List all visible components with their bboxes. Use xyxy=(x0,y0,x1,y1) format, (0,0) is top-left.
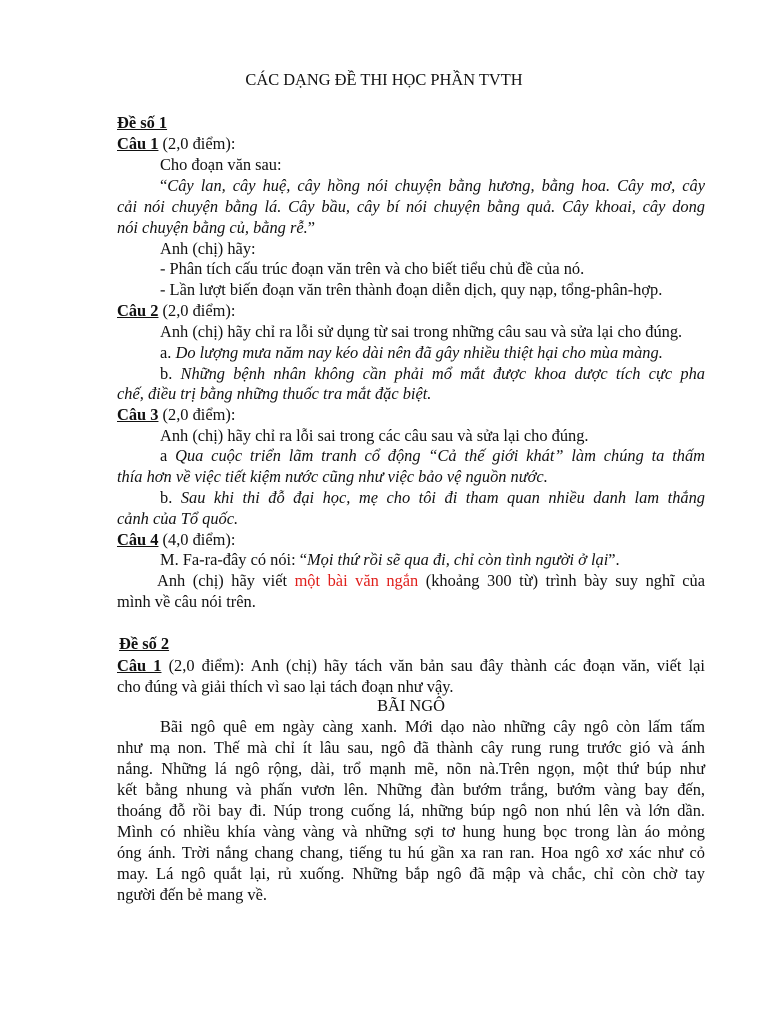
de1-cau3-ask: Anh (chị) hãy chỉ ra lỗi sai trong các câu sau và sửa lại cho đúng. xyxy=(160,426,589,445)
de1-cau3-a-line2: thía hơn về việc tiết kiệm nước cũng như việc bảo vệ nguồn nước. xyxy=(117,467,548,486)
de1-cau1-quote-line3 xyxy=(117,218,705,239)
de2-cau1-label: Câu 1 xyxy=(117,656,162,675)
quote-text: Cây lan, cây huệ, cây hồng nói chuyện bằng hương, bằng hoa. Cây mơ, cây xyxy=(167,176,705,195)
passage-title: BÃI NGÔ xyxy=(377,696,445,715)
quote-prefix: M. Fa-ra-đây có nói: “ xyxy=(160,550,308,569)
de1-cau1-intro: Cho đoạn văn sau: xyxy=(160,155,282,174)
passage-line: Mình có nhiều khía vàng vàng và những sợi tơ hung hung bọc trong làn áo mỏng xyxy=(117,822,705,841)
passage-line: người đến bẻ mang về. xyxy=(117,885,268,904)
quote-open-mark: “ xyxy=(160,176,168,195)
de1-heading: Đề số 1 xyxy=(117,113,168,132)
passage-line: như mạ non. Thế mà chỉ ít lâu sau, ngô đã thành cây rung rung trước gió và ánh xyxy=(117,738,705,757)
task-text: Anh (chị) hãy viết xyxy=(157,571,295,590)
quote-text: nói chuyện bằng củ, bằng rễ. xyxy=(117,218,308,237)
item-prefix: a. xyxy=(160,343,176,362)
de1-cau3-label: Câu 3 xyxy=(117,405,159,424)
de1-cau2-points: (2,0 điểm): xyxy=(158,301,236,320)
de1-cau1-task2: - Lần lượt biến đoạn văn trên thành đoạn diễn dịch, quy nạp, tổng-phân-hợp. xyxy=(160,280,663,299)
de1-cau2-label: Câu 2 xyxy=(117,301,159,320)
quote-close-mark: ” xyxy=(307,218,316,237)
de1-cau1-points: (2,0 điểm): xyxy=(158,134,236,153)
de2-cau1-text: (2,0 điểm): Anh (chị) hãy tách văn bản sau đây thành các đoạn văn, viết lại xyxy=(161,656,705,675)
de1-cau1-label: Câu 1 xyxy=(117,134,159,153)
de1-cau4-task-line2: mình về câu nói trên. xyxy=(117,592,256,611)
de1-cau3-header xyxy=(117,405,705,426)
passage-line: thoáng đỗ rồi bay đi. Núp trong cuống lá, những búp ngô non nhú lên và lớn dần. xyxy=(117,801,705,820)
de1-cau2-a xyxy=(160,343,705,364)
de1-cau4-task-line1 xyxy=(157,571,705,592)
de2-cau1-line2: cho đúng và giải thích vì sao lại tách đoạn như vậy. xyxy=(117,677,454,696)
task-highlight: một bài văn ngắn xyxy=(294,571,419,590)
de1-cau4-quote xyxy=(160,550,705,571)
item-text: Do lượng mưa năm nay kéo dài nên đã gây nhiều thiệt hại cho mùa màng. xyxy=(175,343,663,362)
passage-line: kết bằng nhung và phấn vươn lên. Những đàn bướm trắng, bướm vàng bay đến, xyxy=(117,780,705,799)
de1-cau1-header xyxy=(117,134,705,155)
de2-heading: Đề số 2 xyxy=(119,634,170,653)
item-prefix: a xyxy=(160,446,176,465)
passage-line: may. Lá ngô quắt lại, rủ xuống. Những bắp ngô đã mập và chắc, chỉ còn chờ tay xyxy=(117,864,705,883)
de2-cau1-line1 xyxy=(117,656,705,677)
de1-cau1-ask: Anh (chị) hãy: xyxy=(160,239,256,258)
passage-line: Bãi ngô quê em ngày càng xanh. Mới dạo nào những cây ngô còn lấm tấm xyxy=(160,717,705,736)
de1-cau3-a-line1 xyxy=(160,446,705,467)
de1-cau2-b-line2: chế, điều trị bằng những thuốc tra mắt đặc biệt. xyxy=(117,384,432,403)
de1-cau1-quote-line2: cải nói chuyện bằng lá. Cây bầu, cây bí nói chuyện bằng quả. Cây khoai, cây dong xyxy=(117,197,705,216)
de1-cau4-label: Câu 4 xyxy=(117,530,159,549)
quote-suffix: ”. xyxy=(608,550,620,569)
passage-line: nắng. Những lá ngô rộng, dài, trổ mạnh mẽ, nõn nà.Trên ngọn, một thứ búp như xyxy=(117,759,705,778)
item-text: Sau khi thi đỗ đại học, mẹ cho tôi đi tham quan nhiều danh lam thắng xyxy=(180,488,705,507)
de1-cau2-header xyxy=(117,301,705,322)
de1-cau3-points: (2,0 điểm): xyxy=(158,405,236,424)
de1-cau3-b-line1 xyxy=(160,488,705,509)
item-prefix: b. xyxy=(160,364,181,383)
item-prefix: b. xyxy=(160,488,181,507)
de1-cau3-b-line2: cảnh của Tổ quốc. xyxy=(117,509,239,528)
de1-cau4-header xyxy=(117,530,705,551)
item-text: Qua cuộc triển lãm tranh cổ động “Cả thế giới khát” làm chúng ta thấm xyxy=(175,446,705,465)
task-text: (khoảng 300 từ) trình bày suy nghĩ của xyxy=(418,571,705,590)
quote-text: Mọi thứ rồi sẽ qua đi, chỉ còn tình người ở lại xyxy=(307,550,609,569)
de1-cau1-quote-line1 xyxy=(160,176,705,197)
de1-cau4-points: (4,0 điểm): xyxy=(158,530,236,549)
de1-cau2-b-line1 xyxy=(160,364,705,385)
de1-cau2-ask: Anh (chị) hãy chỉ ra lỗi sử dụng từ sai trong những câu sau và sửa lại cho đúng. xyxy=(160,322,683,341)
document-title: CÁC DẠNG ĐỀ THI HỌC PHẦN TVTH xyxy=(245,70,523,89)
item-text: Những bệnh nhân không cần phải mổ mắt được khoa dược tích cực pha xyxy=(180,364,705,383)
de1-cau1-task1: - Phân tích cấu trúc đoạn văn trên và cho biết tiểu chủ đề của nó. xyxy=(160,259,585,278)
passage-line: óng ánh. Trời nắng chang chang, tiếng tu hú gần xa ran ran. Hoa ngô xơ xác như cỏ xyxy=(117,843,705,862)
